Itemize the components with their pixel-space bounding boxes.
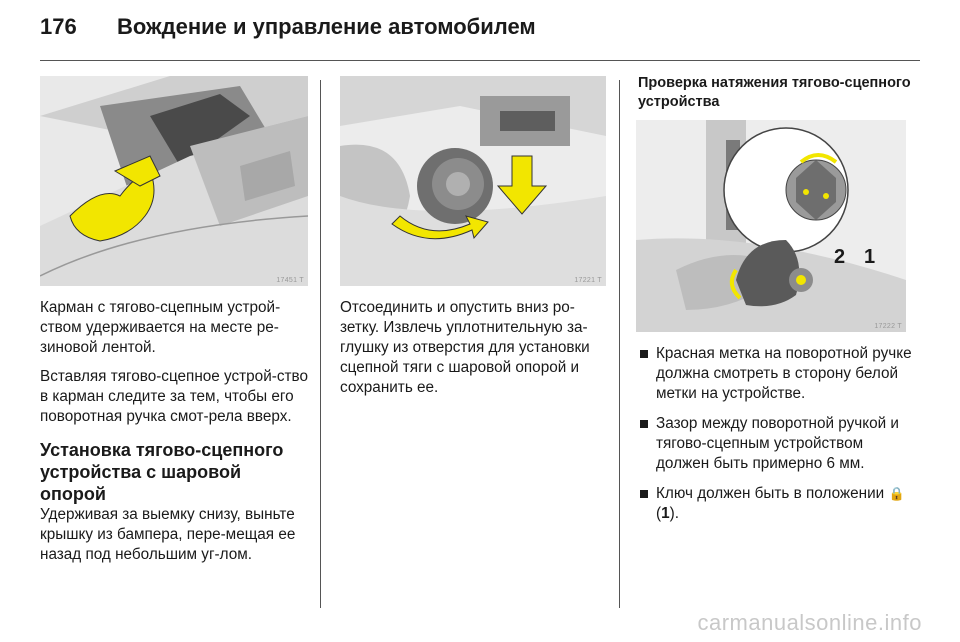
figure-bumper-socket [340,76,606,286]
subsection-heading: Проверка натяжения тягово-сцепного устройства [638,75,911,110]
list-item: Красная метка на поворотной ручке должна смотреть в сторону белой метки на устройстве. [638,344,920,404]
page-title: Вождение и управление автомобилем [117,14,536,39]
column-1 [40,298,308,574]
bullet-square-icon [640,490,648,498]
callout-reference: 1 [661,505,670,522]
bumper-socket-illustration [340,76,606,286]
page-number: 176 [40,14,77,39]
list-item: Зазор между поворотной ручкой и тягово-сцепным устройством должен быть примерно 6 мм. [638,414,920,474]
callout-label-1: 1 [864,246,876,268]
paragraph: Карман с тягово-сцепным устрой-ством удерживается на месте ре-зиновой лентой. [40,299,281,356]
paragraph: Удерживая за выемку снизу, выньте крышку из бампера, пере-мещая ее назад под небольшим уг-лом. [40,506,296,563]
figure-tension-check [636,120,906,332]
section-heading: Установка тягово-сцепного устройства с шаровой опорой [40,440,284,504]
column-3 [638,74,920,112]
figure-code: 17221 T [574,277,602,284]
list-item: Ключ должен быть в положении 🔒 (1). [638,484,920,524]
figure-code: 17222 T [874,323,902,330]
check-list [638,344,920,534]
column-divider-2 [619,80,620,608]
bullet-square-icon [640,350,648,358]
callout-label-2: 2 [834,246,846,268]
paragraph: Отсоединить и опустить вниз ро-зетку. Извлечь уплотнительную за-глушку из отверстия для установки сцепной тяги с шаровой опорой и сохранить ее. [340,299,590,396]
tension-check-illustration [636,120,906,332]
trunk-pocket-illustration [40,76,308,286]
paragraph: Вставляя тягово-сцепное устрой-ство в карман следите за тем, чтобы его поворотная ручка смот-рела вверх. [40,368,308,425]
header-divider [40,60,920,61]
bullet-square-icon [640,420,648,428]
watermark: carmanualsonline.info [697,610,922,635]
lock-icon: 🔒 [888,486,905,501]
figure-trunk-pocket [40,76,308,286]
figure-code: 17451 T [276,277,304,284]
column-2 [340,298,606,407]
column-divider-1 [320,80,321,608]
